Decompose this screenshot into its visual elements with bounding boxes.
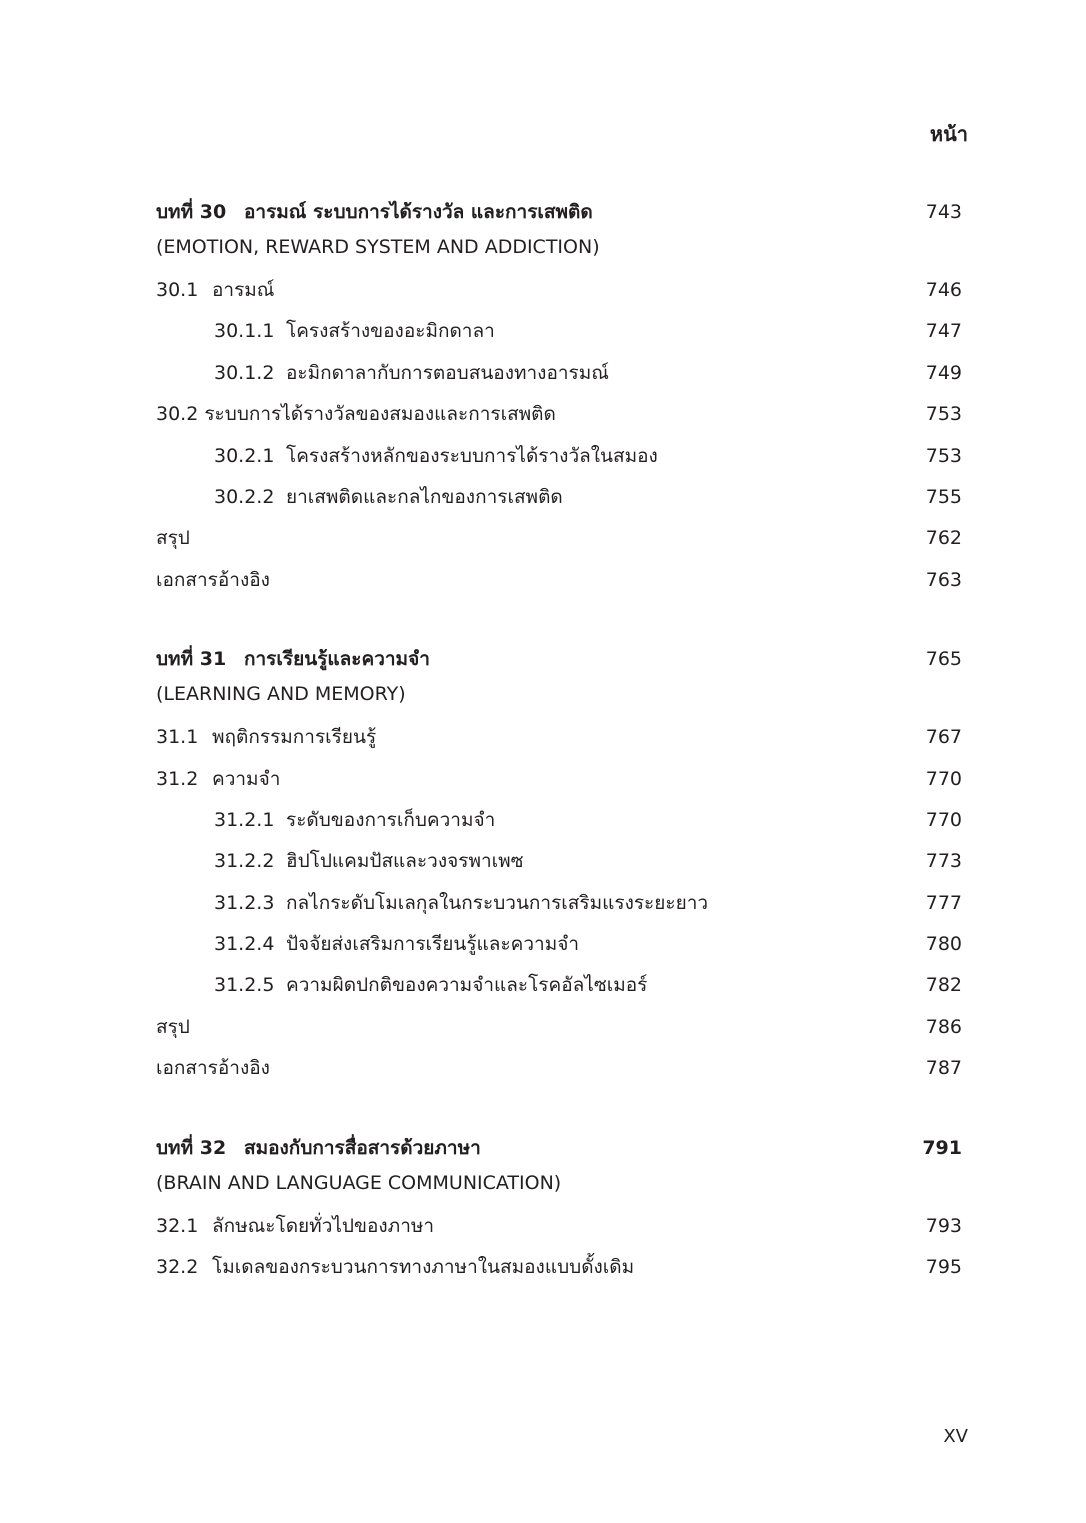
- section-page-number: 767: [925, 726, 962, 749]
- section-number: 32.1: [156, 1214, 199, 1237]
- section-number: 31.2.4: [214, 933, 275, 956]
- section-page-number: 747: [925, 320, 962, 343]
- toc-subsection-row[interactable]: [156, 353, 962, 394]
- chapter-page-number: 791: [922, 1136, 962, 1159]
- toc-subsection-row[interactable]: [156, 436, 962, 477]
- toc-entry-label: [214, 436, 658, 477]
- chapter-title-text: การเรียนรู้และความจำ: [244, 648, 430, 671]
- chapter-number: บทที่ 31: [156, 648, 227, 671]
- chapter-number: บทที่ 32: [156, 1136, 227, 1159]
- toc-subsection-row[interactable]: [156, 800, 962, 841]
- toc-entry-label: [214, 965, 647, 1006]
- section-page-number: 777: [925, 891, 962, 914]
- toc-entry-label: [214, 353, 609, 394]
- table-of-contents: [156, 194, 962, 1328]
- section-page-number: 753: [925, 403, 962, 426]
- toc-entry-label: [156, 560, 270, 601]
- section-number: 31.2.1: [214, 808, 275, 831]
- toc-entry-label: [214, 477, 563, 518]
- chapter-section: [156, 1130, 962, 1289]
- toc-entry-label: [214, 841, 524, 882]
- section-title: สรุป: [156, 1015, 190, 1038]
- chapter-title-text: สมองกับการสื่อสารด้วยภาษา: [244, 1136, 481, 1159]
- section-number: 31.2.5: [214, 974, 275, 997]
- toc-section-row[interactable]: [156, 270, 962, 311]
- toc-entry-label: [156, 1007, 190, 1048]
- toc-entry-label: [156, 394, 556, 435]
- section-title: ฮิปโปแคมปัสและวงจรพาเพซ: [286, 850, 524, 873]
- toc-entry-label: [214, 924, 579, 965]
- section-number: 31.2.2: [214, 850, 275, 873]
- section-page-number: 793: [925, 1214, 962, 1237]
- section-number: 30.1.1: [214, 320, 275, 343]
- section-number: 31.2: [156, 767, 199, 790]
- section-page-number: 753: [925, 444, 962, 467]
- toc-subsection-row[interactable]: [156, 883, 962, 924]
- section-title: สรุป: [156, 527, 190, 550]
- section-page-number: 780: [925, 933, 962, 956]
- section-title: ปัจจัยส่งเสริมการเรียนรู้และความจำ: [286, 933, 580, 956]
- section-page-number: 770: [925, 808, 962, 831]
- chapter-subtitle-row: [156, 230, 962, 264]
- chapter-title: [156, 194, 593, 230]
- toc-section-row[interactable]: [156, 759, 962, 800]
- toc-section-row[interactable]: [156, 1007, 962, 1048]
- section-title: โมเดลของกระบวนการทางภาษาในสมองแบบดั้งเดิม: [212, 1256, 635, 1279]
- chapter-title: [156, 641, 430, 677]
- toc-section-row[interactable]: [156, 1206, 962, 1247]
- chapter-subtitle-row: [156, 1166, 962, 1200]
- chapter-english-title: (EMOTION, REWARD SYSTEM AND ADDICTION): [156, 236, 600, 258]
- chapter-title-text: อารมณ์ ระบบการได้รางวัล และการเสพติด: [244, 201, 593, 223]
- section-number: 31.2.3: [214, 891, 275, 914]
- section-title: 30.2 ระบบการได้รางวัลของสมองและการเสพติด: [156, 403, 556, 426]
- page-number: XV: [943, 1426, 968, 1447]
- section-page-number: 763: [925, 568, 962, 591]
- toc-section-row[interactable]: [156, 518, 962, 559]
- section-page-number: 749: [925, 361, 962, 384]
- section-page-number: 755: [925, 485, 962, 508]
- toc-entry-label: [156, 1206, 434, 1247]
- toc-entry-label: [156, 270, 274, 311]
- chapter-section: [156, 194, 962, 601]
- section-page-number: 795: [925, 1256, 962, 1279]
- chapter-title-row[interactable]: [156, 1130, 962, 1166]
- section-title: ความผิดปกติของความจำและโรคอัลไซเมอร์: [286, 974, 648, 997]
- chapter-section: [156, 641, 962, 1090]
- toc-subsection-row[interactable]: [156, 311, 962, 352]
- toc-section-row[interactable]: [156, 1247, 962, 1288]
- section-title: โครงสร้างของอะมิกดาลา: [286, 320, 495, 343]
- section-number: 30.2.1: [214, 444, 275, 467]
- section-page-number: 786: [925, 1015, 962, 1038]
- section-title: ลักษณะโดยทั่วไปของภาษา: [212, 1214, 435, 1237]
- chapter-english-title: (LEARNING AND MEMORY): [156, 683, 406, 706]
- chapter-english-title: (BRAIN AND LANGUAGE COMMUNICATION): [156, 1171, 562, 1194]
- section-page-number: 746: [925, 279, 962, 301]
- chapter-title: [156, 1130, 481, 1166]
- chapter-title-row[interactable]: [156, 641, 962, 677]
- toc-section-row[interactable]: [156, 560, 962, 601]
- chapter-number: บทที่ 30: [156, 201, 227, 223]
- section-number: 32.2: [156, 1256, 199, 1279]
- toc-section-row[interactable]: [156, 1048, 962, 1089]
- section-number: 31.1: [156, 726, 199, 749]
- toc-section-row[interactable]: [156, 717, 962, 758]
- section-title: อารมณ์: [212, 279, 275, 301]
- chapter-page-number: 765: [925, 648, 962, 671]
- toc-subsection-row[interactable]: [156, 477, 962, 518]
- section-page-number: 782: [925, 974, 962, 997]
- section-page-number: 787: [925, 1057, 962, 1080]
- toc-entry-label: [156, 1048, 270, 1089]
- section-title: เอกสารอ้างอิง: [156, 568, 270, 591]
- chapter-title-row[interactable]: [156, 194, 962, 230]
- chapter-page-number: 743: [925, 201, 962, 223]
- section-title: กลไกระดับโมเลกุลในกระบวนการเสริมแรงระยะยาว: [286, 891, 709, 914]
- toc-section-row[interactable]: [156, 394, 962, 435]
- toc-entry-label: [214, 800, 495, 841]
- toc-entry-label: [156, 717, 376, 758]
- toc-subsection-row[interactable]: [156, 924, 962, 965]
- section-number: 30.2.2: [214, 485, 275, 508]
- toc-subsection-row[interactable]: [156, 965, 962, 1006]
- section-title: ยาเสพติดและกลไกของการเสพติด: [286, 485, 563, 508]
- toc-entry-label: [214, 311, 495, 352]
- section-page-number: 770: [925, 767, 962, 790]
- chapter-subtitle-row: [156, 677, 962, 711]
- section-title: อะมิกดาลากับการตอบสนองทางอารมณ์: [286, 361, 609, 384]
- section-title: เอกสารอ้างอิง: [156, 1057, 270, 1080]
- section-page-number: 773: [925, 850, 962, 873]
- section-title: พฤติกรรมการเรียนรู้: [212, 726, 377, 749]
- toc-entry-label: [214, 883, 708, 924]
- section-number: 30.1.2: [214, 361, 275, 384]
- section-title: ระดับของการเก็บความจำ: [286, 808, 496, 831]
- page-column-header: หน้า: [929, 122, 968, 146]
- toc-entry-label: [156, 518, 190, 559]
- section-title: ความจำ: [212, 767, 281, 790]
- toc-subsection-row[interactable]: [156, 841, 962, 882]
- section-page-number: 762: [925, 527, 962, 550]
- toc-entry-label: [156, 759, 280, 800]
- section-title: โครงสร้างหลักของระบบการได้รางวัลในสมอง: [286, 444, 658, 467]
- section-number: 30.1: [156, 279, 199, 301]
- toc-entry-label: [156, 1247, 634, 1288]
